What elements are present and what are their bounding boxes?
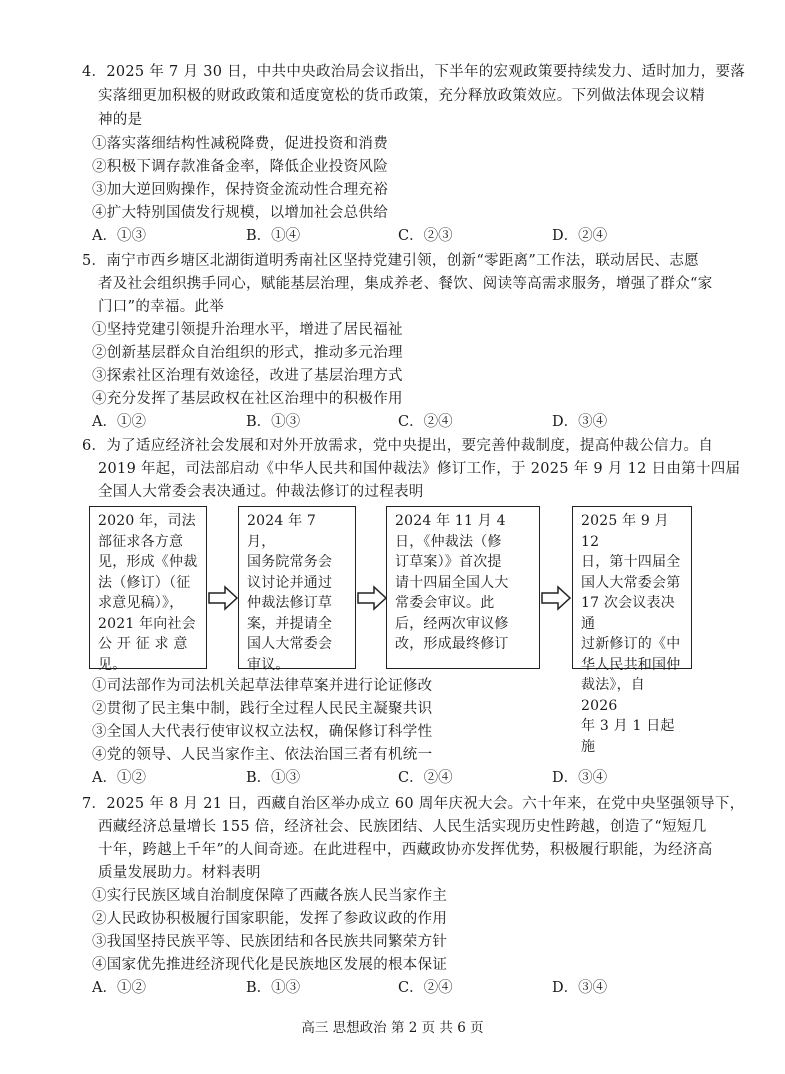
question-7-option-d[interactable]: D．③④ (552, 980, 608, 996)
question-7-statement-3: ③我国坚持民族平等、民族团结和各民族共同繁荣方针 (92, 934, 448, 950)
flow-step-3-line: 后，经两次审议修 (395, 615, 509, 632)
question-6-option-c[interactable]: C．②④ (398, 770, 453, 786)
question-6-statement-1: ①司法部作为司法机关起草法律草案并进行论证修改 (92, 678, 433, 694)
question-4-option-a[interactable]: A．①③ (92, 228, 146, 244)
flow-step-1-line: 部征求各方意 (98, 533, 184, 550)
flow-step-4-line: 2025 年 9 月 12 (581, 513, 669, 550)
question-7-line-3: 十年，跨越上千年”的人间奇迹。在此进程中，西藏政协亦发挥优势，积极履行职能，为经济高 (98, 842, 713, 858)
flow-step-3-line: 请十四届全国人大 (395, 574, 509, 591)
flow-step-4-line: 17 次会议表决通 (581, 595, 675, 632)
question-6-line-2: 2019 年起，司法部启动《中华人民共和国仲裁法》修订工作，于 2025 年 9 月 12 日由第十四届 (98, 461, 741, 477)
flow-step-2-line: 议讨论并通过 (247, 574, 333, 591)
flow-step-3 (386, 506, 540, 669)
flow-step-3-line: 订草案）》首次提 (395, 554, 502, 570)
flow-step-1-line: 见，形成《仲裁 (98, 554, 198, 570)
question-6-option-d[interactable]: D．③④ (552, 770, 608, 786)
flow-step-2-line: 国人大常委会 (247, 636, 333, 652)
question-5-statement-4: ④充分发挥了基层政权在社区治理中的积极作用 (92, 391, 403, 407)
flow-step-2-line: 2024 年 7 月， (247, 513, 317, 550)
flow-arrow-3 (541, 586, 571, 610)
question-7-option-a[interactable]: A．①② (92, 980, 146, 996)
flow-arrow-1 (208, 586, 238, 610)
flow-step-4-line: 裁法》，自 2026 (581, 677, 645, 714)
question-5-line-3: 门口”的幸福。此举 (98, 299, 225, 315)
question-4-line-3: 神的是 (98, 112, 143, 128)
question-7-statement-1: ①实行民族区域自治制度保障了西藏各族人民当家作主 (92, 888, 448, 904)
question-6-statement-4: ④党的领导、人民当家作主、依法治国三者有机统一 (92, 747, 433, 763)
question-4-option-b[interactable]: B．①④ (246, 228, 301, 244)
question-4-option-d[interactable]: D．②④ (552, 228, 608, 244)
flow-step-4-line: 过新修订的《中 (581, 636, 681, 652)
page-footer: 高三 思想政治 第 2 页 共 6 页 (301, 1020, 484, 1036)
flow-step-2-line: 案，并提请全 (247, 615, 333, 632)
question-5-statement-3: ③探索社区治理有效途径，改进了基层治理方式 (92, 368, 403, 384)
flow-step-3-line: 改，形成最终修订 (395, 636, 509, 652)
question-4-statement-3: ③加大逆回购操作，保持资金流动性合理充裕 (92, 182, 388, 198)
flow-step-1-line: 见。 (98, 656, 127, 673)
flow-step-1-line: 公 开 征 求 意 (98, 636, 188, 652)
question-5-option-a[interactable]: A．①② (92, 414, 146, 430)
question-7-option-c[interactable]: C．②④ (398, 980, 453, 996)
question-6-statement-2: ②贯彻了民主集中制，践行全过程人民民主凝聚共识 (92, 701, 433, 717)
flow-step-1-line: 2021 年向社会 (98, 615, 196, 632)
question-4-statement-4: ④扩大特别国债发行规模，以增加社会总供给 (92, 205, 388, 221)
flow-step-3-line: 常委会审议。此 (395, 595, 495, 611)
question-7-statement-4: ④国家优先推进经济现代化是民族地区发展的根本保证 (92, 957, 448, 973)
flow-step-4-line: 华人民共和国仲 (581, 656, 681, 673)
question-4-line-1: 4．2025 年 7 月 30 日，中共中央政治局会议指出，下半年的宏观政策要持续发力、适时加力，要落 (82, 64, 746, 80)
question-7-line-2: 西藏经济总量增长 155 倍，经济社会、民族团结、人民生活实现历史性跨越，创造了“短短几 (98, 819, 707, 835)
flow-step-2-line: 审议。 (247, 656, 290, 673)
question-6-option-b[interactable]: B．①③ (246, 770, 301, 786)
question-5-option-c[interactable]: C．②④ (398, 414, 453, 430)
flow-step-1-line: 2020 年，司法 (98, 513, 196, 529)
question-6-option-a[interactable]: A．①② (92, 770, 146, 786)
question-7-option-b[interactable]: B．①③ (246, 980, 301, 996)
flow-arrow-2 (357, 586, 387, 610)
flow-step-4-line: 国人大常委会第 (581, 574, 681, 591)
question-4-statement-2: ②积极下调存款准备金率，降低企业投资风险 (92, 159, 388, 175)
flow-step-1-line: 求意见稿）》， (98, 595, 184, 611)
question-6-statement-3: ③全国人大代表行使审议权立法权，确保修订科学性 (92, 724, 433, 740)
question-7-line-4: 质量发展助力。材料表明 (98, 865, 261, 881)
flow-step-2-line: 国务院常务会 (247, 554, 333, 570)
question-4-line-2: 实落细更加积极的财政政策和适度宽松的货币政策，充分释放政策效应。下列做法体现会议精 (98, 88, 705, 104)
question-5-statement-2: ②创新基层群众自治组织的形式，推动多元治理 (92, 345, 403, 361)
flow-step-3-line: 2024 年 11 月 4 (395, 513, 506, 529)
question-5-option-b[interactable]: B．①③ (246, 414, 301, 430)
question-7-statement-2: ②人民政协积极履行国家职能，发挥了参政议政的作用 (92, 911, 448, 927)
flow-step-3-line: 日，《仲裁法（修 (395, 533, 502, 550)
flow-step-2-line: 仲裁法修订草 (247, 595, 333, 611)
question-5-line-2: 者及社会组织携手同心，赋能基层治理，集成养老、餐饮、阅读等高需求服务，增强了群众“家 (98, 276, 713, 292)
flow-step-1-line: 法（修订）（征 (98, 574, 191, 591)
question-5-line-1: 5．南宁市西乡塘区北湖街道明秀南社区坚持党建引领，创新“零距离”工作法，联动居民、志愿 (82, 253, 699, 269)
question-5-option-d[interactable]: D．③④ (552, 414, 608, 430)
flow-step-4-line: 日，第十四届全 (581, 554, 681, 570)
flow-step-4 (572, 506, 692, 755)
question-4-option-c[interactable]: C．②③ (398, 228, 453, 244)
question-5-statement-1: ①坚持党建引领提升治理水平，增进了居民福祉 (92, 322, 403, 338)
flow-step-2 (238, 506, 356, 673)
question-6-line-1: 6．为了适应经济社会发展和对外开放需求，党中央提出，要完善仲裁制度，提高仲裁公信力。自 (82, 438, 714, 454)
question-7-line-1: 7．2025 年 8 月 21 日，西藏自治区举办成立 60 周年庆祝大会。六十年来，在党中央坚强领导下， (82, 796, 745, 812)
question-4-statement-1: ①落实落细结构性减税降费，促进投资和消费 (92, 136, 388, 152)
flow-step-1 (89, 506, 207, 673)
question-6-line-3: 全国人大常委会表决通过。仲裁法修订的过程表明 (98, 484, 424, 500)
flow-step-4-line: 年 3 月 1 日起施 (581, 718, 675, 755)
